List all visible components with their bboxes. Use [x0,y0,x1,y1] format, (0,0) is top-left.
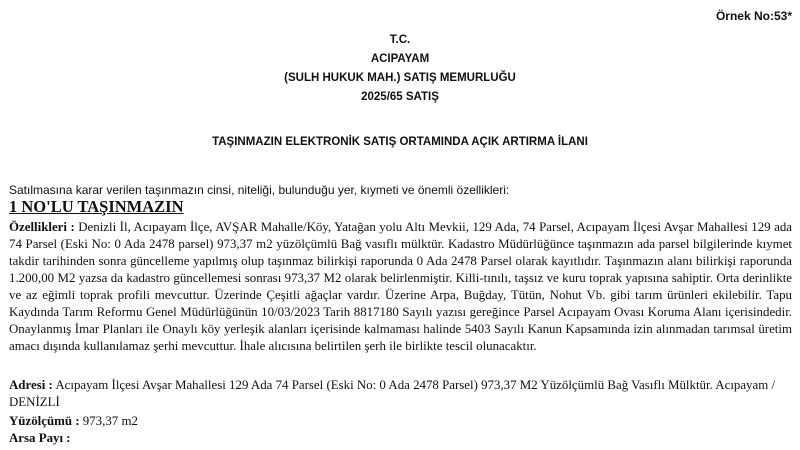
area-label: Yüzölçümü : [9,414,80,428]
header-district: ACIPAYAM [370,53,430,65]
property-features [9,219,792,355]
features-label: Özellikleri : [9,220,75,234]
intro-text: Satılmasına karar verilen taşınmazın cinsi, niteliği, bulunduğu yer, kıymeti ve önemli özellikleri: [9,183,510,197]
property-area [9,413,792,430]
address-label: Adresi : [9,378,53,392]
header-republic: T.C. [389,34,411,46]
property-land-share [9,430,792,447]
area-text: 973,37 m2 [82,414,138,428]
property-section-title: 1 NO'LU TAŞINMAZIN [9,197,184,216]
header-file-number: 2025/65 SATIŞ [361,91,439,103]
document-header [0,31,800,107]
features-text: Denizli İl, Acıpayam İlçe, AVŞAR Mahalle/Köy, Yatağan yolu Altı Mevkii, 129 Ada, 74 Parsel, Acıpayam İlçesi Avşar Mahallesi 129 ada 74 Parsel (Eski No: 0 Ada 2478 parsel) 973,37 m2 yüzölçümlü Bağ vasıflı mülktür. Kadastro Müdürlüğünce taşınmazın ada parsel bilgilerinde kıymet takdir tarihinden sonra güncelleme yapılmış olup taşınmaz bilirkişi raporunda 0 Ada 2478 Parsel olarak kayıtlıdır. Taşınmazın alanı bilirkişi raporunda 1.200,00 M2 yazsa da kadastro güncellemesi sonrası 973,37 M2 olarak belirlenmiştir. Killi-tınılı, taşsız ve kuru toprak yapısına sahiptir. Orta derinlikte ve az eğimli toprak profili mevcuttur. Üzerinde Çeşitli ağaçlar vardır. Üzerine Arpa, Buğday, Tütün, Nohut Vb. gibi tarım ürünleri ekilebilir. Tapu Kaydında Tarım Reformu Genel Müdürlüğünün 10/03/2023 Tarih 8817180 Sayılı yazısı gereğince Parsel Acıpayam Ovası Koruma Alanı içerisindedir. Onaylanmış İmar Planları ile Onaylı köy yerleşik alanları içerisinde kalmaması halinde 5403 Sayılı Kanun Kapsamında izin alınmadan tarımsal üretim amacı dışında kullanılamaz şerhi mevcuttur. İhale alıcısına belirtilen şerh ile birlikte tescil olunacaktır. [9,220,792,353]
notice-title: TAŞINMAZIN ELEKTRONİK SATIŞ ORTAMINDA AÇIK ARTIRMA İLANI [212,136,588,148]
land-share-label: Arsa Payı : [9,431,71,445]
sample-number: Örnek No:53* [715,9,792,23]
address-text: Acıpayam İlçesi Avşar Mahallesi 129 Ada 74 Parsel (Eski No: 0 Ada 2478 Parsel) 973,37 M2 Yüzölçümlü Bağ Vasıflı Mülktür. Acıpayam / DENİZLİ [9,378,776,409]
property-address [9,377,792,411]
header-office: (SULH HUKUK MAH.) SATIŞ MEMURLUĞU [284,72,516,84]
